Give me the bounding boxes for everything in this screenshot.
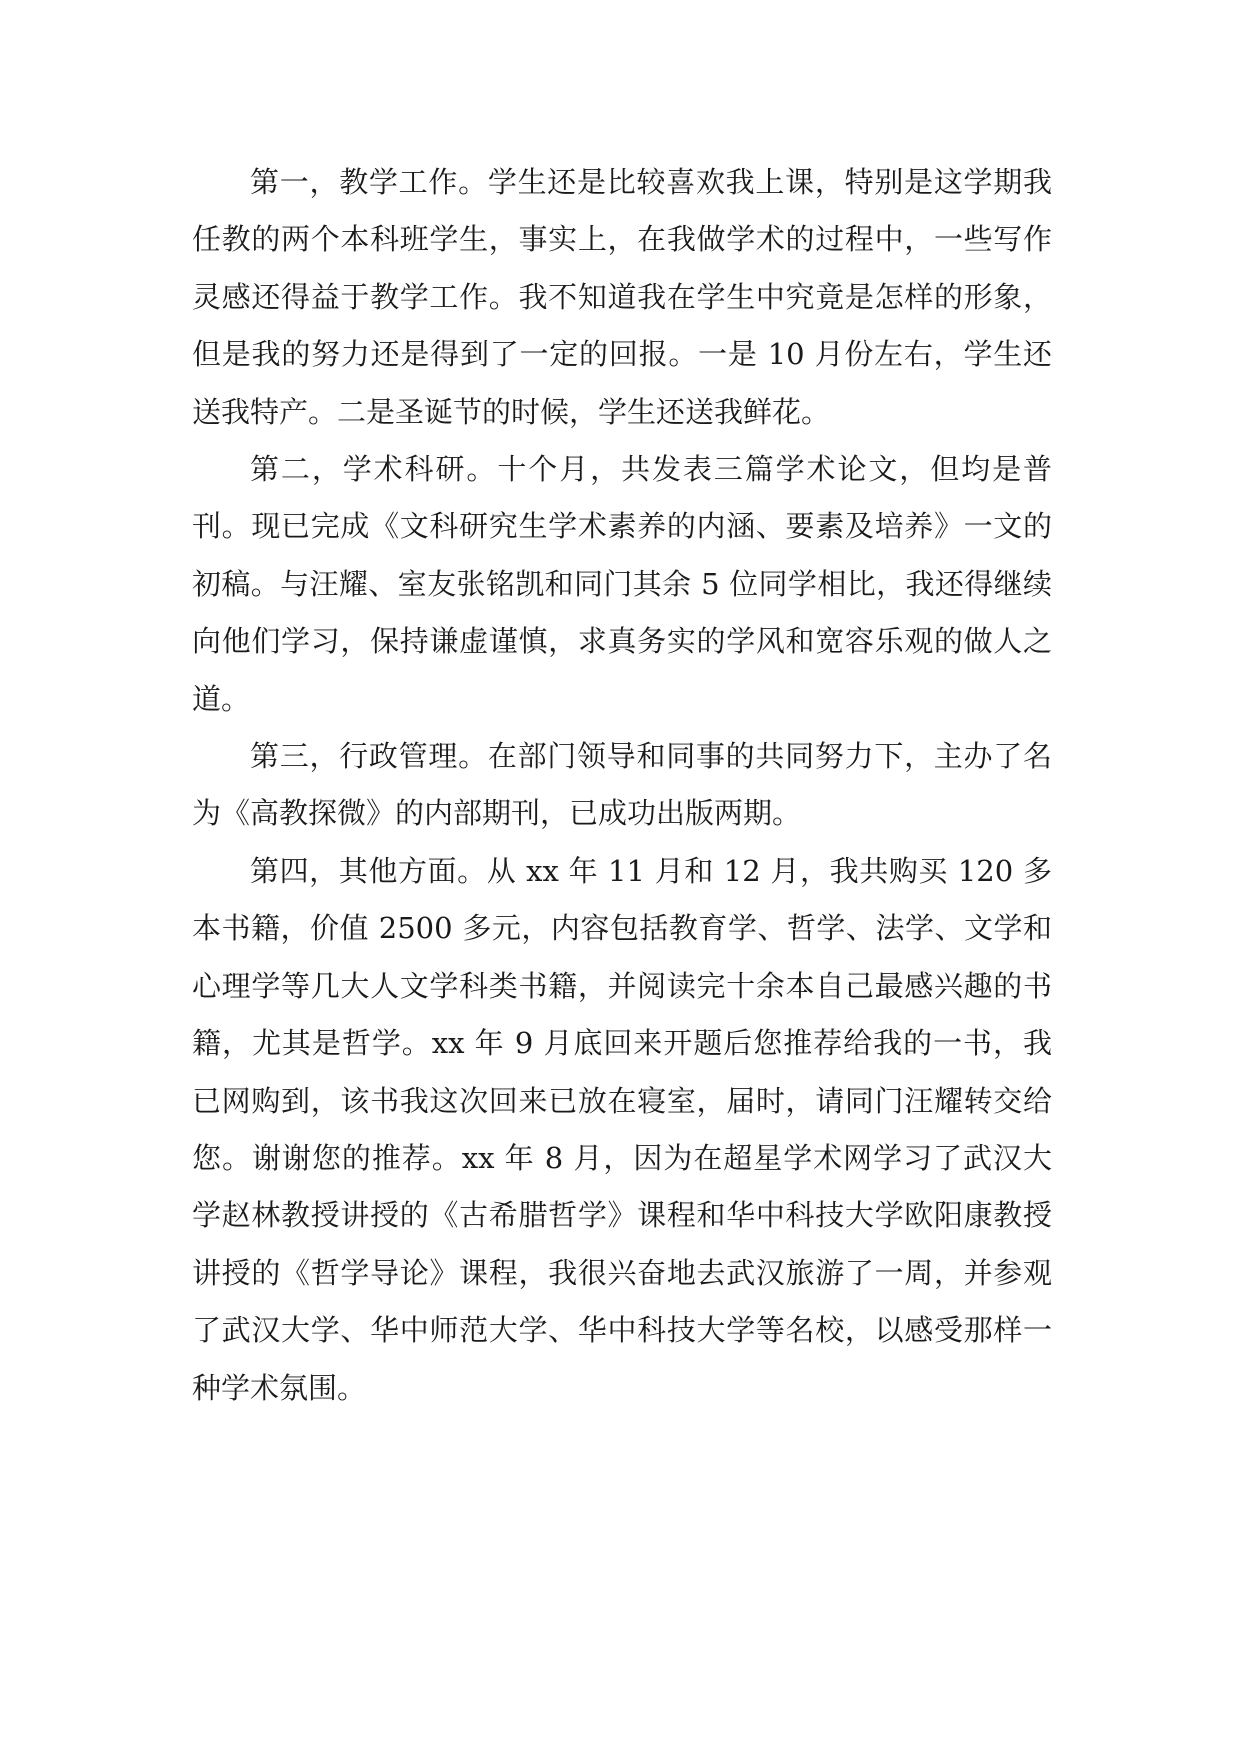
paragraph-other: 第四，其他方面。从 xx 年 11 月和 12 月，我共购买 120 多本书籍，价值 2500 多元，内容包括教育学、哲学、法学、文学和心理学等几大人文学科类书籍，并阅读完十余本自己最感兴趣的书籍，尤其是哲学。xx 年 9 月底回来开题后您推荐给我的一书，我已网购到，该书我这次回来已放在寝室，届时，请同门汪耀转交给您。谢谢您的推荐。xx 年 8 月，因为在超星学术网学习了武汉大学赵林教授讲授的《古希腊哲学》课程和华中科技大学欧阳康教授讲授的《哲学导论》课程，我很兴奋地去武汉旅游了一周，并参观了武汉大学、华中师范大学、华中科技大学等名校，以感受那样一种学术氛围。 <box>192 853 1052 1405</box>
paragraph-teaching: 第一，教学工作。学生还是比较喜欢我上课，特别是这学期我任教的两个本科班学生，事实上，在我做学术的过程中，一些写作灵感还得益于教学工作。我不知道我在学生中究竟是怎样的形象，但是我的努力还是得到了一定的回报。一是 10 月份左右，学生还送我特产。二是圣诞节的时候，学生还送我鲜花。 <box>192 165 1052 429</box>
document-page <box>192 154 1052 1417</box>
paragraph-administration: 第三，行政管理。在部门领导和同事的共同努力下，主办了名为《高教探微》的内部期刊，已成功出版两期。 <box>192 739 1052 831</box>
paragraph-research: 第二，学术科研。十个月，共发表三篇学术论文，但均是普刊。现已完成《文科研究生学术素养的内涵、要素及培养》一文的初稿。与汪耀、室友张铭凯和同门其余 5 位同学相比，我还得继续向他们学习，保持谦虚谨慎，求真务实的学风和宽容乐观的做人之道。 <box>192 452 1052 716</box>
